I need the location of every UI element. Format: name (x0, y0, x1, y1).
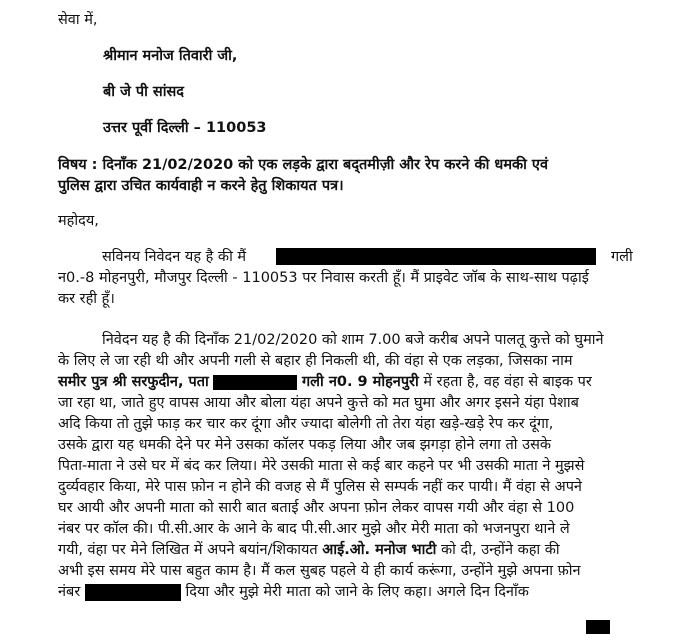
para1-line-3: कर रही हूँ। (58, 291, 115, 307)
para2-line-11 (58, 540, 560, 560)
greeting: महोदय, (58, 213, 99, 229)
para2-line-3-rest: में रहता है, वह वंहा से बाइक पर (423, 374, 592, 390)
para2-line-5: अदि किया तो तुझे फाड़ कर चार कर दूंगा और ज्यादा बोलेगी तो तेरा यंहा खड़े-खड़े रेप कर दूंगा, (58, 416, 554, 432)
redacted-fragment (586, 620, 610, 634)
subject-line-2: पुलिस द्वारा उचित कार्यवाही न करने हेतु शिकायत पत्र। (58, 178, 344, 194)
para2-line-10: नंबर पर कॉल की। पी.सी.आर के आने के बाद पी.सी.आर मुझे और मेरी माता को भजनपुरा थाने ले (58, 521, 570, 537)
para1-line-2: न0.-8 मोहनपुरी, मौजपुर दिल्ली - 110053 पर निवास करती हूँ। मैं प्राइवेट जॉब के साथ-साथ पढ़ाई (58, 270, 589, 286)
para1-line-1-start: सविनय निवेदन यह है की मैं (102, 249, 247, 265)
para2-line-6: उसके द्वारा यह धमकी देने पर मेने उसका कॉलर पकड़ लिया और जब झगड़ा होने लगा तो उसके (58, 437, 552, 453)
para2-line-13 (58, 582, 529, 602)
subject-line-1: विषय : दिनाँक 21/02/2020 को एक लड़के द्वारा बद्तमीज़ी और रेप करने की धमकी एवं (58, 157, 549, 173)
salutation: सेवा में, (58, 12, 98, 28)
para2-line-9: घर आयी और अपनी माता को सारी बात बताई और अपना फ़ोन लेकर वापस गयी और वंहा से 100 (58, 500, 575, 516)
para2-line-8: दुर्व्यवहार किया, मेरे पास फ़ोन न होने की वजह से मैं पुलिस से सम्पर्क नहीं कर पायी। मैं वंहा से अपने (58, 479, 582, 495)
para2-line-7: पिता-माता ने उसे घर में बंद कर लिया। मेरे उसकी माता से कई बार कहने पर भी उसकी माता ने मुझसे (58, 458, 585, 474)
io-name: आई.ओ. मनोज भाटी (322, 542, 437, 558)
addressee-constituency: उत्तर पूर्वी दिल्ली – 110053 (103, 120, 267, 136)
para2-line-2: के लिए ले जा रही थी और अपनी गली से बहार ही निकली थी, की वंहा से एक लड़का, जिसका नाम (58, 353, 573, 369)
para2-line-1: निवेदन यह है की दिनाँक 21/02/2020 को शाम 7.00 बजे करीब अपने पालतू कुत्ते को घुमाने (102, 332, 604, 348)
para1-line-1-end: गली (611, 249, 633, 265)
para2-line-3 (58, 372, 592, 392)
redacted-address (213, 375, 297, 390)
para1-line-1 (102, 247, 246, 267)
para2-line-4: जा रहा था, जाते हुए वापस आया और बोला यंहा अपने कुत्ते को मत घुमा और अगर इसने यंहा पेशाब (58, 395, 579, 411)
para2-line-12: अभी इस समय मेरे पास बहुत काम है। मैं कल सुबह पहले ये ही कार्य करूंगा, उन्होंने मुझे अपना फ़ोन (58, 563, 581, 579)
addressee-designation: बी जे पी सांसद (103, 84, 184, 100)
redacted-block (276, 248, 596, 265)
addressee-name: श्रीमान मनोज तिवारी जी, (103, 48, 238, 64)
para2-line-13-end: दिया और मुझे मेरी माता को जाने के लिए कहा। अगले दिन दिनाँक (185, 584, 529, 600)
accused-name: समीर पुत्र श्री सरफुदीन, पता (58, 374, 209, 390)
para2-line-13-start: नंबर (58, 584, 81, 600)
para2-line-11-end: को दी, उन्होंने कहा की (441, 542, 560, 558)
para2-line-11-start: गयी, वंहा पर मेने लिखित में अपने बयांन/शिकायत (58, 542, 318, 558)
redacted-phone-number (85, 584, 181, 601)
accused-address: गली न0. 9 मोहनपुरी (302, 374, 419, 390)
